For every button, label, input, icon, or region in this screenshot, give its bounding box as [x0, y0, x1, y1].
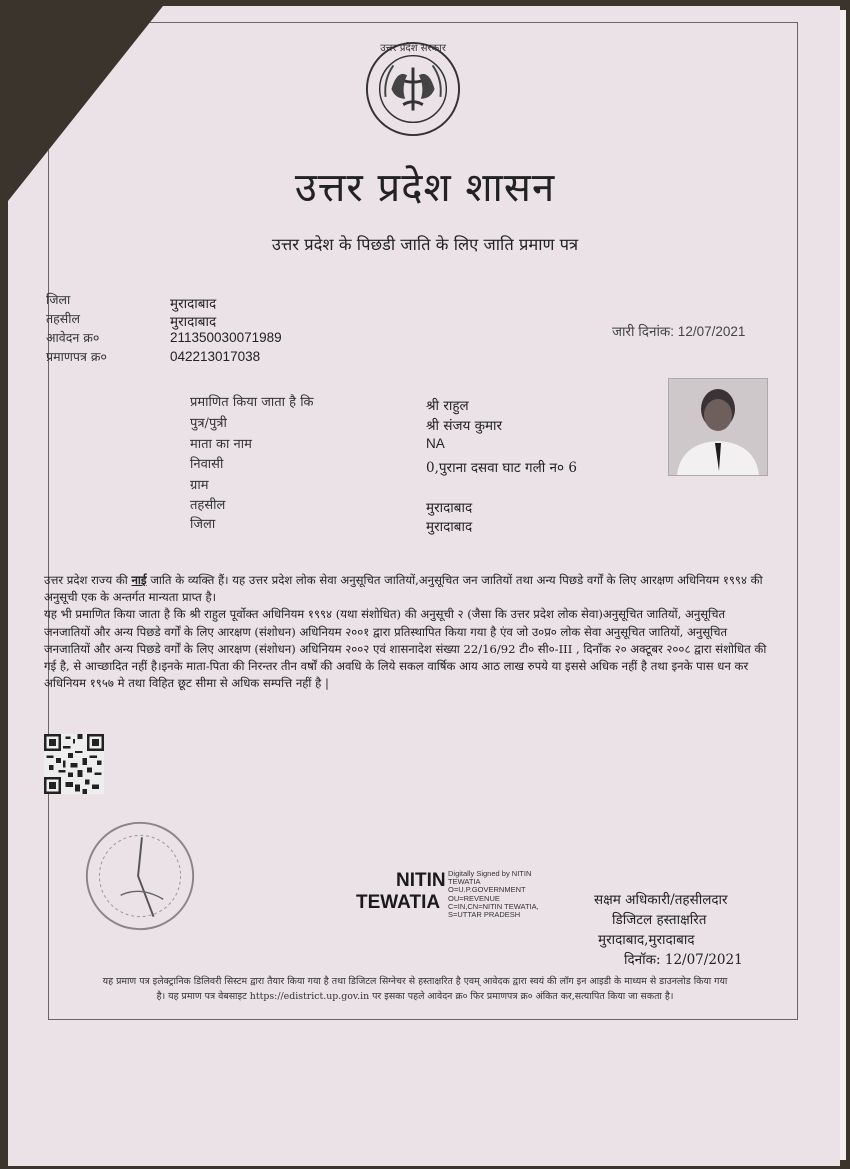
caste-name: नाई	[131, 573, 147, 587]
signer-first-name: NITIN	[396, 870, 446, 891]
issue-date: जारी दिनांक: 12/07/2021	[612, 324, 746, 339]
officer-date: दिनॉक: 12/07/2021	[624, 952, 743, 968]
village-label: ग्राम	[190, 478, 209, 493]
certify-label: प्रमाणित किया जाता है कि	[190, 395, 314, 410]
certificate-number: 042213017038	[170, 349, 261, 364]
body-text-part: जाति के व्यक्ति हैं। यह उत्तर प्रदेश लोक सेवा अनुसूचित जातियों,अनुसूचित जन जातियों तथा अन्य पिछडे वर्गों के लिए आरक्षण अधिनियम १९९४ की अनुसूची एक के अन्तर्गत मान्यता प्राप्त है।	[44, 573, 763, 605]
certificate-subtitle: उत्तर प्रदेश के पिछडी जाति के लिए जाति प्रमाण पत्र	[271, 235, 579, 254]
footer-note	[40, 974, 790, 1004]
body-text-part: उत्तर प्रदेश राज्य की	[44, 573, 132, 587]
district-label: जिला	[46, 292, 71, 307]
signer-last-name: TEWATIA	[356, 892, 441, 913]
application-label: आवेदन क्र०	[46, 330, 100, 345]
resident-label: निवासी	[190, 457, 224, 472]
resident-address: 0,पुराना दसवा घाट गली न० 6	[426, 460, 577, 476]
page-title: उत्तर प्रदेश शासन	[294, 165, 556, 211]
tehsil-label: तहसील	[46, 311, 80, 326]
digital-signature	[354, 866, 544, 920]
officer-designation: सक्षम अधिकारी/तहसीलदार	[594, 892, 728, 908]
applicant-photo	[668, 378, 768, 476]
certificate-label: प्रमाणपत्र क्र०	[46, 349, 107, 364]
applicant-name: श्री राहुल	[426, 398, 469, 414]
detail-tehsil-label: तहसील	[190, 498, 226, 513]
up-government-emblem	[364, 40, 462, 138]
tehsil-value: मुरादाबाद	[170, 314, 217, 330]
footer-line-2: है। यह प्रमाण पत्र वेबसाइट https://edistrict.up.gov.in पर इसका पहले आवेदन क्र० फिर प्रमाणपत्र क्र० अंकित कर,सत्यापित किया जा सकता है।	[156, 991, 674, 1002]
officer-digital-signed: डिजिटल हस्ताक्षरित	[612, 912, 707, 928]
father-name: श्री संजय कुमार	[426, 418, 503, 434]
district-value: मुरादाबाद	[170, 296, 217, 312]
mother-name: NA	[426, 436, 445, 451]
detail-district-value: मुरादाबाद	[426, 519, 473, 535]
qr-code	[44, 734, 104, 794]
detail-tehsil-value: मुरादाबाद	[426, 500, 473, 516]
person-photo-icon	[669, 379, 767, 475]
certificate-body	[44, 572, 770, 692]
body-paragraph-2: यह भी प्रमाणित किया जाता है कि श्री राहुल पूर्वोक्त अधिनियम १९९४ (यथा संशोधित) की अनुसूची २ (जैसा कि उत्तर प्रदेश लोक सेवा)अनुसूचित जातियों, अनुसूचित जनजातियों और अन्य पिछडे वर्गों के लिए आरक्षण (संशोधन) अधिनियम २००१ द्वारा प्रतिस्थापित किया गया है एंव जो उ०प्र० लोक सेवा अनुसूचित जातियों, अनुसूचित जनजातियों और अन्य पिछडे वर्गों के लिए आरक्षण (संशोधन) अधिनियम २००२ एवं शासनादेश संख्या 22/16/92 टी० सी०-III , दिनाँक २० अक्टूबर २००८ द्वारा संशोधित की गई है, से आच्छादित नहीं है।इनके माता-पिता की निरन्तर तीन वर्षों की अवधि के लिये सकल वार्षिक आय आठ लाख रुपये या इससे अधिक नहीं है तथा इनके पास धन कर अधिनियम १९५७ मे तथा विहित छूट सीमा से अधिक सम्पत्ति नहीं है |	[44, 607, 767, 691]
mother-label: माता का नाम	[190, 437, 252, 452]
signature-details: Digitally Signed by NITIN TEWATIA O=U.P.GOVERNMENT OU=REVENUE C=IN,CN=NITIN TEWATIA, S=UTTAR PRADESH	[448, 869, 539, 920]
officer-place: मुरादाबाद,मुरादाबाद	[598, 932, 695, 948]
emblem-text: उत्तर प्रदेश सरकार	[380, 43, 446, 54]
application-number: 211350030071989	[170, 330, 282, 345]
relation-label: पुत्र/पुत्री	[190, 416, 227, 431]
office-seal-stamp	[82, 818, 198, 934]
body-paragraph-1	[44, 572, 770, 606]
footer-line-1: यह प्रमाण पत्र इलेक्ट्रानिक डिलिवरी सिस्टम द्वारा तैयार किया गया है तथा डिजिटल सिग्नेचर से हस्ताक्षरित है एवम् आवेदक द्वारा स्वयं की लॉग इन आइडी के माध्यम से डाउनलोड किया गया	[102, 976, 728, 987]
detail-district-label: जिला	[190, 517, 216, 532]
